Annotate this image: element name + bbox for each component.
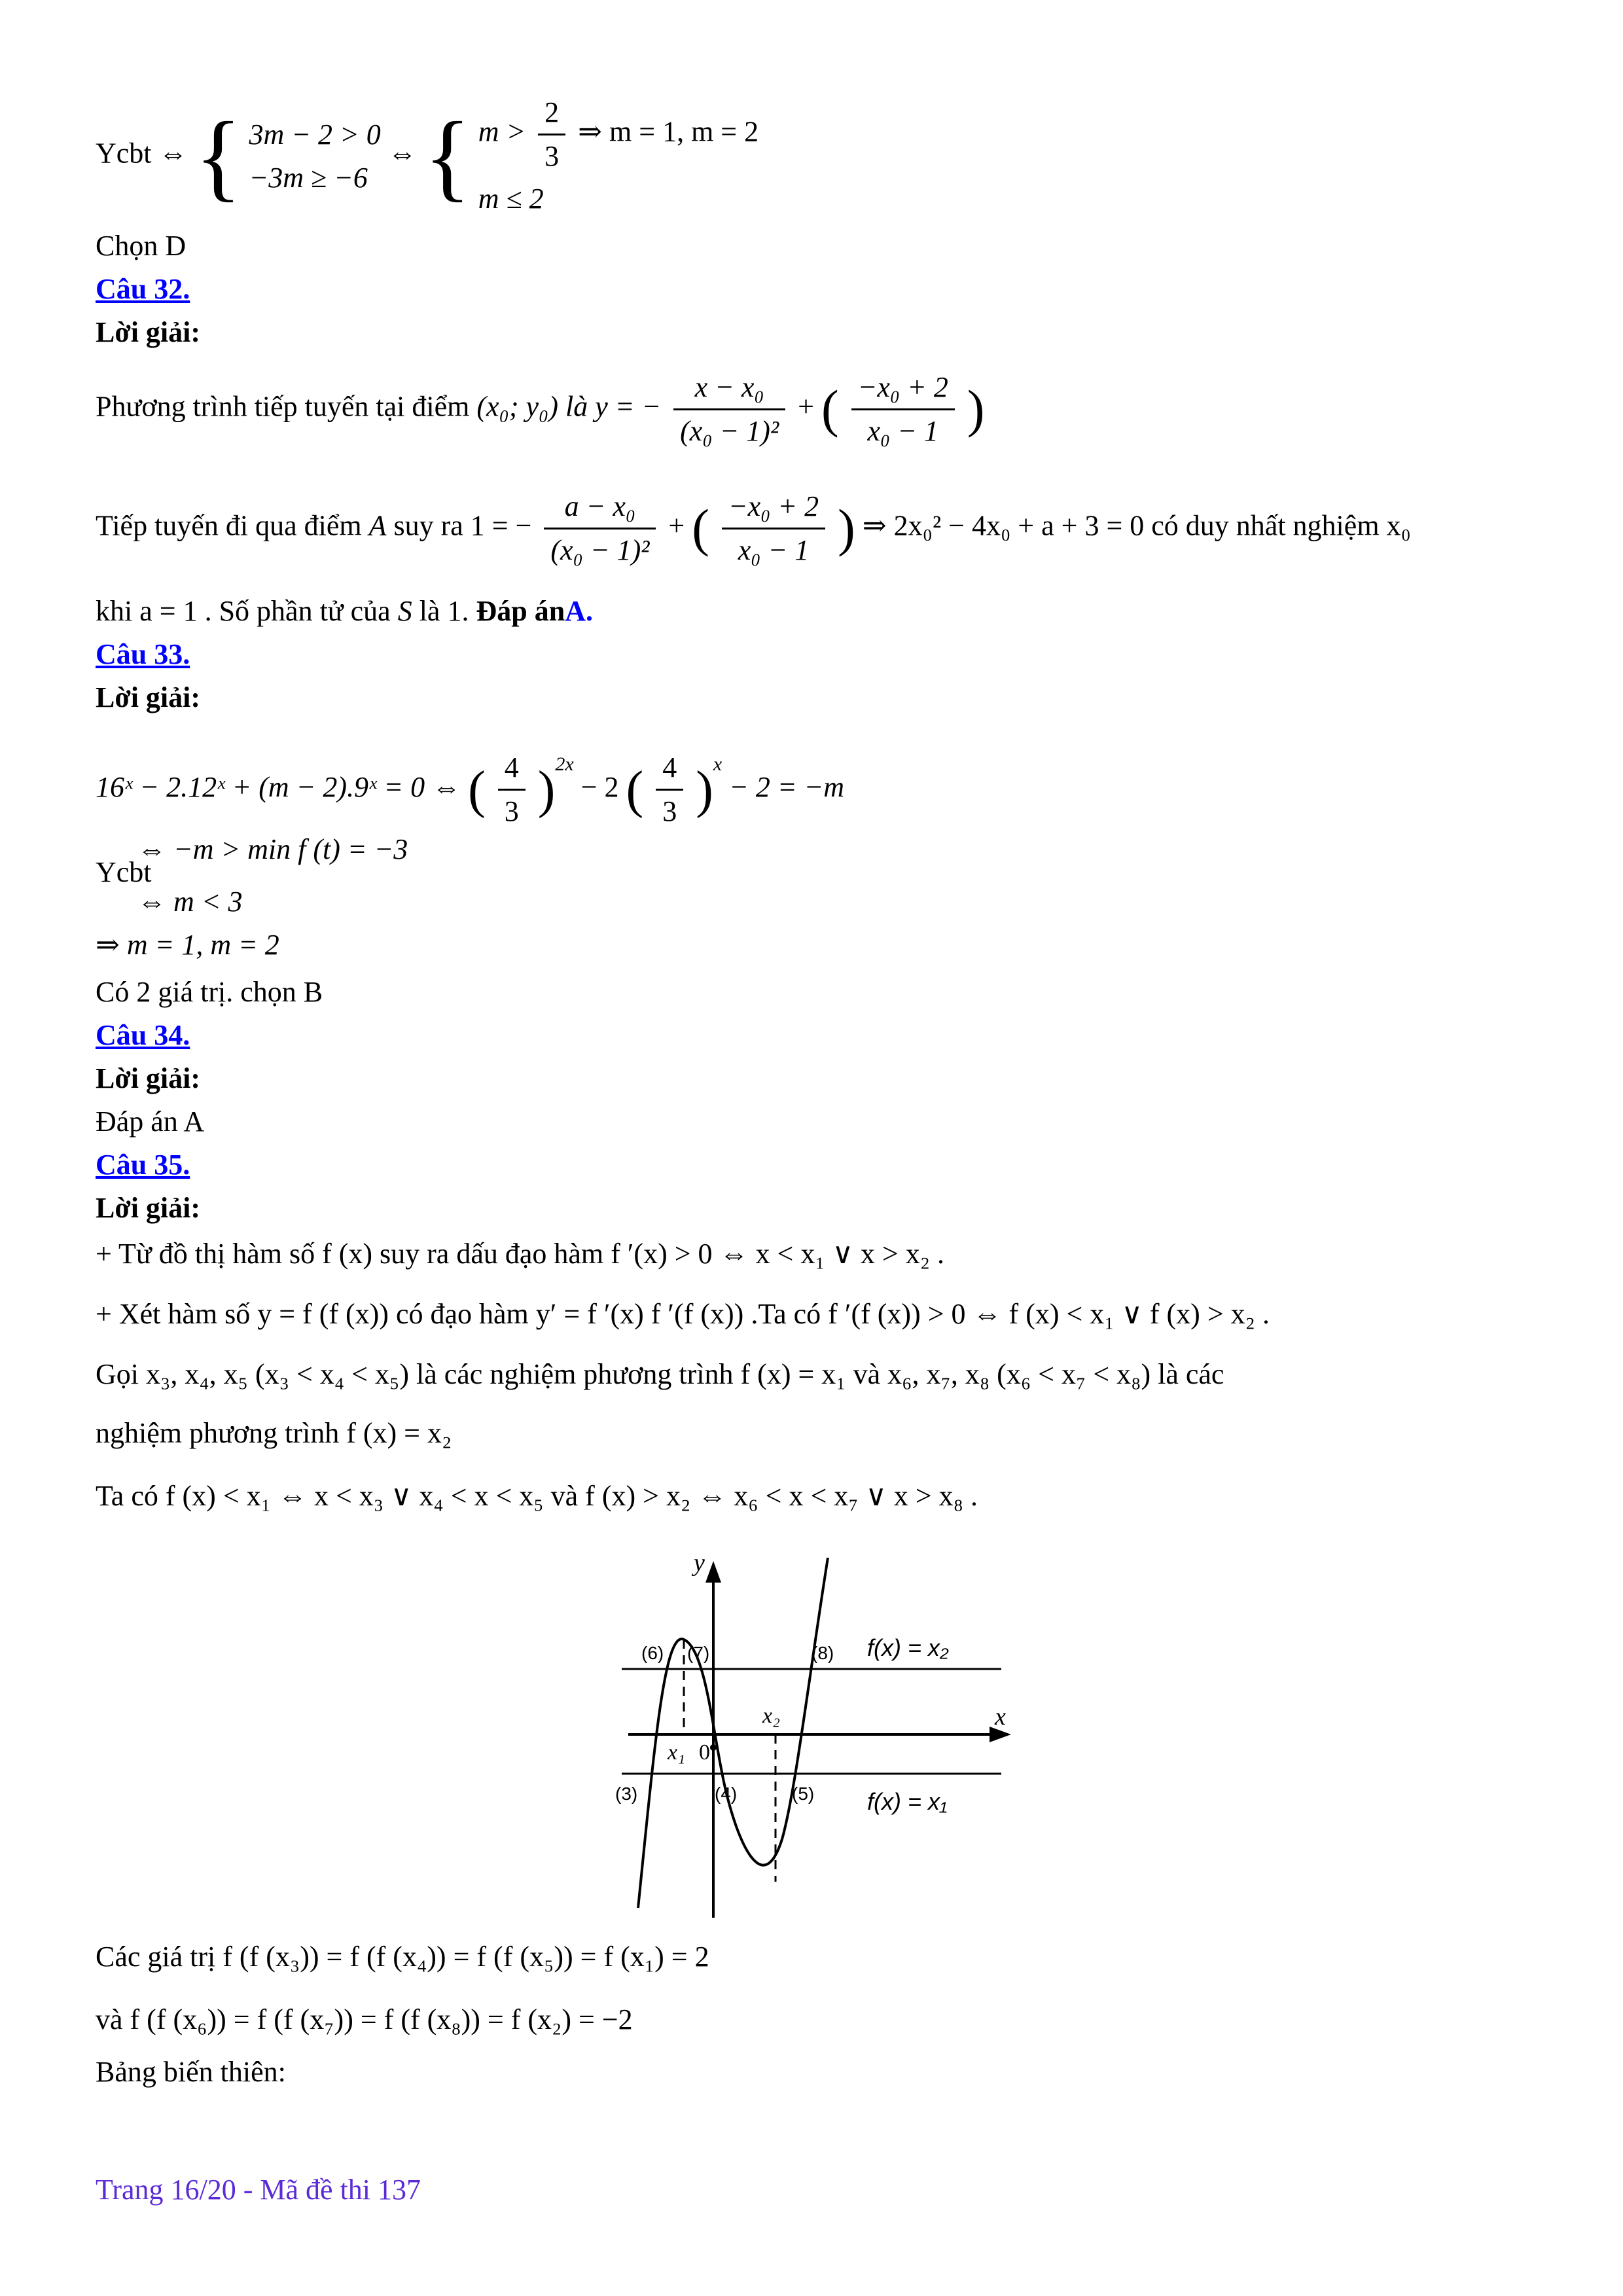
cubic-curve: [638, 1558, 828, 1908]
q33-cond-2: ⇔ m < 3: [137, 886, 243, 918]
heading-cau-32: Câu 32.: [96, 273, 190, 305]
frac-den: x₀ − 1: [738, 534, 810, 566]
y-axis-label: y: [694, 1551, 705, 1577]
q33-end: − 2 = −m: [729, 771, 845, 803]
q32-khi: khi a = 1 . Số phần tử của: [96, 595, 391, 627]
q32-frac-3: [544, 486, 656, 571]
q33-frac-2: [656, 747, 683, 833]
heading-cau-35: Câu 35.: [96, 1149, 190, 1181]
q35-line-5: Ta có f (x) < x₁ ⇔ x < x₃ ∨ x₄ < x < x₅ và f (x) > x₂ ⇔ x₆ < x < x₇ ∨ x > x₈ .: [96, 1480, 978, 1512]
ycbt-label: Ycbt ⇔: [96, 137, 188, 170]
plus-sign: +: [798, 390, 814, 423]
q35-line-7: và f (f (x₆)) = f (f (x₇)) = f (f (x₈)) = f (x₂) = −2: [96, 2003, 633, 2036]
x1-label: x₁: [668, 1740, 685, 1765]
system-1-row-2: −3m ≥ −6: [249, 161, 368, 194]
left-brace-2: {: [423, 101, 471, 211]
heading-cau-34: Câu 34.: [96, 1019, 190, 1051]
origin-dot: [710, 1744, 717, 1751]
frac-den: x₀ − 1: [867, 415, 938, 447]
root-5-label: (5): [792, 1784, 815, 1804]
set-s: S: [397, 595, 412, 627]
system-2: [478, 92, 758, 221]
root-3-label: (3): [615, 1784, 638, 1804]
frac-num: a − x₀: [544, 486, 656, 529]
fraction-2-3: [538, 92, 565, 177]
q32-frac-1: [673, 367, 785, 452]
left-brace: {: [194, 101, 242, 211]
q32-point: (x₀; y₀): [476, 390, 558, 423]
m-greater: m >: [478, 115, 526, 148]
x2-label: x₂: [762, 1704, 780, 1728]
q32-line-2: [96, 486, 1411, 571]
frac-den: (x₀ − 1)²: [550, 534, 650, 566]
q35-line-8: Bảng biến thiên:: [96, 2056, 286, 2088]
loi-giai-34: Lời giải:: [96, 1062, 201, 1094]
q33-frac-1: [498, 747, 526, 833]
paren-close: ): [696, 761, 713, 819]
q32-suyra: suy ra 1 = −: [393, 509, 532, 542]
loi-giai-32: Lời giải:: [96, 316, 201, 348]
frac-num: −x₀ + 2: [722, 486, 825, 529]
result-m-values: ⇒ m = 1, m = 2: [578, 115, 759, 148]
paren-open: (: [468, 761, 486, 819]
frac-den: 3: [504, 795, 519, 828]
iff-symbol: ⇔: [387, 137, 417, 170]
root-6-label: (6): [641, 1643, 664, 1663]
q35-line-1: + Từ đồ thị hàm số f (x) suy ra dấu đạo hàm f ′(x) > 0 ⇔ x < x₁ ∨ x > x₂ .: [96, 1238, 945, 1270]
paren-open: (: [692, 499, 709, 558]
paren-close: ): [967, 380, 985, 439]
q32-frac-4: [722, 486, 825, 571]
chon-d: Chọn D: [96, 230, 187, 262]
q35-line-3: Gọi x₃, x₄, x₅ (x₃ < x₄ < x₅) là các nghiệm phương trình f (x) = x₁ và x₆, x₇, x₈ (x₆ < x₇ < x₈) là các: [96, 1358, 1224, 1390]
q33-result: ⇒ m = 1, m = 2: [96, 929, 279, 961]
system-1-row-1: 3m − 2 > 0: [249, 118, 381, 151]
dap-an-value: A.: [565, 595, 593, 627]
q32-y-eq: là y = −: [565, 390, 662, 423]
root-4-label: (4): [715, 1784, 738, 1804]
frac-den: 3: [544, 140, 560, 172]
point-a: A: [368, 509, 387, 542]
q35-line-4: nghiệm phương trình f (x) = x₂: [96, 1417, 452, 1449]
loi-giai-35: Lời giải:: [96, 1192, 201, 1224]
q34-answer: Đáp án A: [96, 1105, 205, 1138]
q32-la1: là 1.: [419, 595, 469, 627]
exp-2x: 2x: [555, 753, 574, 775]
q33-cond-1: ⇔ −m > min f (t) = −3: [137, 833, 408, 865]
q33-mid: − 2: [580, 771, 619, 803]
y-axis-arrow: [705, 1561, 721, 1583]
frac-den: (x₀ − 1)²: [680, 415, 779, 447]
q35-line-2: + Xét hàm số y = f (f (x)) có đạo hàm y′ = f ′(x) f ′(f (x)) .Ta có f ′(f (x)) > 0 ⇔ f (x) < x₁ ∨ f (x) > x₂ .: [96, 1298, 1270, 1330]
function-graph: [602, 1551, 1060, 1918]
frac-num: 2: [538, 92, 565, 135]
x-axis-label: x: [995, 1703, 1006, 1731]
q32-text-2: Tiếp tuyến đi qua điểm: [96, 509, 362, 542]
frac-den: 3: [662, 795, 677, 828]
label-fx1: f(x) = x₁: [867, 1788, 948, 1815]
page-footer: Trang 16/20 - Mã đề thi 137: [96, 2174, 421, 2206]
frac-num: x − x₀: [673, 367, 785, 410]
system-1: [249, 113, 381, 200]
paren-close: ): [838, 499, 855, 558]
q33-equation: [96, 746, 844, 833]
system-2-row-2: m ≤ 2: [478, 183, 544, 215]
q33-left: 16ˣ − 2.12ˣ + (m − 2).9ˣ = 0 ⇔: [96, 771, 461, 803]
ycbt-system-line: [96, 92, 758, 221]
q32-text: Phương trình tiếp tuyến tại điểm: [96, 390, 470, 423]
exp-x: x: [713, 753, 722, 775]
dap-an-label: Đáp án: [476, 595, 565, 627]
paren-close: ): [537, 761, 556, 819]
origin-label: 0: [699, 1740, 710, 1765]
frac-num: 4: [656, 747, 683, 791]
q32-line-3: [96, 593, 593, 630]
q33-ycbt: Ycbt: [96, 856, 152, 888]
root-8-label: (8): [812, 1643, 834, 1663]
root-7-label: (7): [687, 1643, 710, 1663]
q32-end: ⇒ 2x₀² − 4x₀ + a + 3 = 0 có duy nhất nghiệm x₀: [862, 509, 1411, 542]
paren-open: (: [626, 761, 644, 819]
q33-chon: Có 2 giá trị. chọn B: [96, 976, 323, 1008]
heading-cau-33: Câu 33.: [96, 638, 190, 670]
system-2-row-1: [478, 92, 758, 177]
loi-giai-33: Lời giải:: [96, 681, 201, 713]
frac-num: −x₀ + 2: [851, 367, 955, 410]
frac-num: 4: [498, 747, 526, 791]
q32-line-1: [96, 367, 984, 452]
label-fx2: f(x) = x₂: [867, 1634, 949, 1661]
paren-open: (: [821, 380, 839, 439]
plus-sign: +: [668, 509, 685, 542]
q35-line-6: Các giá trị f (f (x₃)) = f (f (x₄)) = f (f (x₅)) = f (x₁) = 2: [96, 1941, 709, 1973]
q32-frac-2: [851, 367, 955, 452]
